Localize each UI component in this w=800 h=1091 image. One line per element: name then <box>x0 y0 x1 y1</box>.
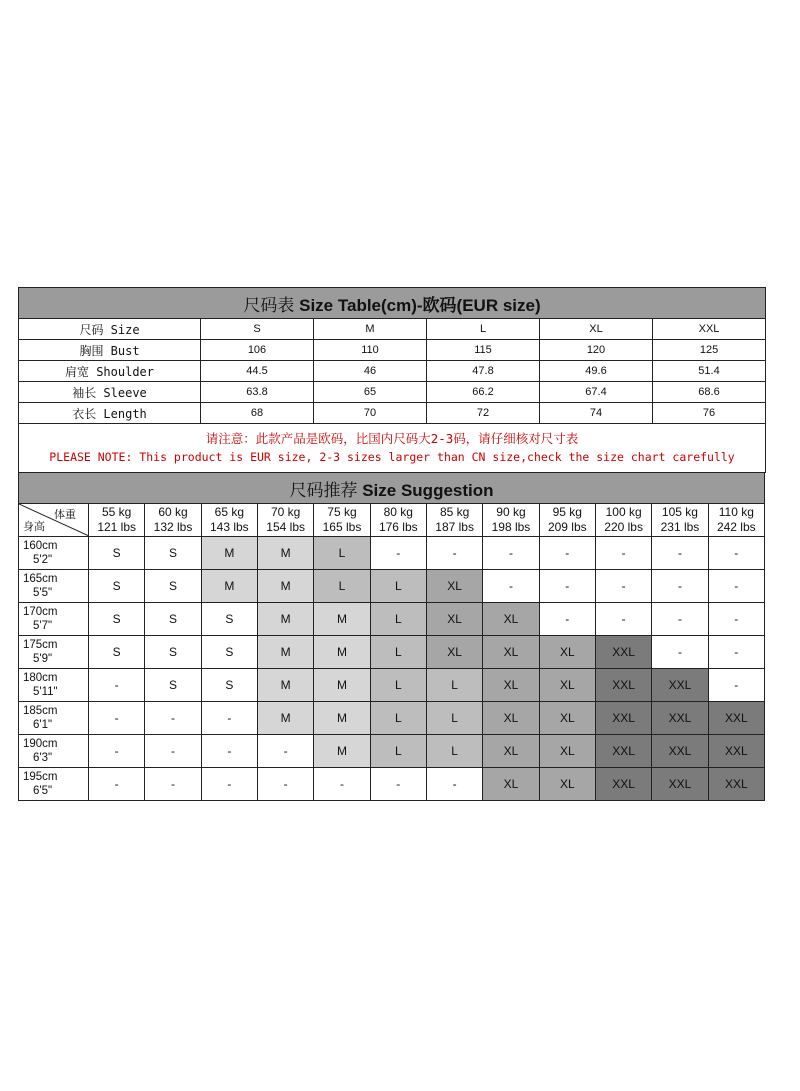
suggested-size-cell: - <box>426 537 482 570</box>
suggested-size-cell: XL <box>426 603 482 636</box>
measurement-value: 110 <box>314 340 427 361</box>
measurement-value: 51.4 <box>653 361 766 382</box>
suggested-size-cell: L <box>426 735 482 768</box>
suggested-size-cell: - <box>257 735 313 768</box>
suggested-size-cell: - <box>145 702 201 735</box>
height-cm: 175cm <box>23 639 58 651</box>
height-row <box>19 735 765 768</box>
measurement-value: 65 <box>314 382 427 403</box>
suggested-size-cell: - <box>145 768 201 801</box>
suggested-size-cell: XXL <box>595 702 651 735</box>
weight-lbs: 165 lbs <box>322 520 362 534</box>
weight-header-cell <box>145 504 201 537</box>
weight-kg: 75 kg <box>327 505 357 519</box>
height-ft: 6'1" <box>33 719 53 731</box>
suggested-size-cell: - <box>708 669 764 702</box>
suggested-size-cell: - <box>708 636 764 669</box>
measurement-value: 46 <box>314 361 427 382</box>
suggested-size-cell: S <box>201 669 257 702</box>
weight-kg: 105 kg <box>661 505 698 519</box>
height-ft: 5'2" <box>33 554 53 566</box>
weight-lbs: 132 lbs <box>153 520 193 534</box>
suggested-size-cell: - <box>595 603 651 636</box>
height-row <box>19 768 765 801</box>
weight-lbs: 220 lbs <box>604 520 643 534</box>
suggested-size-cell: - <box>708 537 764 570</box>
suggested-size-cell: M <box>257 570 313 603</box>
suggested-size-cell: M <box>257 669 313 702</box>
suggested-size-cell: XXL <box>652 768 708 801</box>
suggested-size-cell: L <box>370 603 426 636</box>
suggested-size-cell: XL <box>483 768 539 801</box>
suggested-size-cell: M <box>201 537 257 570</box>
suggested-size-cell: - <box>201 735 257 768</box>
height-ft: 5'9" <box>33 653 53 665</box>
weight-lbs: 143 lbs <box>209 520 249 534</box>
suggested-size-cell: - <box>201 768 257 801</box>
height-cm: 165cm <box>23 573 58 585</box>
suggested-size-cell: L <box>370 669 426 702</box>
suggested-size-cell: XL <box>539 669 595 702</box>
suggested-size-cell: XL <box>426 570 482 603</box>
suggested-size-cell: L <box>370 636 426 669</box>
suggested-size-cell: M <box>257 702 313 735</box>
suggested-size-cell: XL <box>483 603 539 636</box>
weight-header-row <box>19 504 765 537</box>
measurement-value: 68 <box>201 403 314 424</box>
size-suggestion-title-en: Size Suggestion <box>362 480 494 500</box>
suggested-size-cell: L <box>426 669 482 702</box>
size-suggestion-title <box>19 473 765 504</box>
suggested-size-cell: XXL <box>708 768 764 801</box>
measurement-value: 66.2 <box>427 382 540 403</box>
suggested-size-cell: M <box>314 603 370 636</box>
measurement-value: 115 <box>427 340 540 361</box>
weight-header-cell <box>708 504 764 537</box>
suggested-size-cell: XL <box>539 735 595 768</box>
suggested-size-cell: M <box>314 669 370 702</box>
weight-lbs: 154 lbs <box>266 520 305 534</box>
height-ft: 5'11" <box>33 686 58 698</box>
height-label-cell <box>19 603 89 636</box>
suggested-size-cell: - <box>314 768 370 801</box>
suggested-size-cell: M <box>257 603 313 636</box>
suggested-size-cell: S <box>145 537 201 570</box>
measurement-value: 120 <box>540 340 653 361</box>
weight-lbs: 198 lbs <box>491 520 531 534</box>
weight-header-cell <box>89 504 145 537</box>
height-label-cell <box>19 702 89 735</box>
suggested-size-cell: - <box>539 537 595 570</box>
suggested-size-cell: - <box>426 768 482 801</box>
weight-lbs: 209 lbs <box>547 520 587 534</box>
suggested-size-cell: - <box>652 570 708 603</box>
weight-header-cell <box>314 504 370 537</box>
height-row <box>19 702 765 735</box>
size-table <box>18 287 766 473</box>
height-row <box>19 570 765 603</box>
suggested-size-cell: S <box>89 537 145 570</box>
size-table-row <box>19 319 766 340</box>
height-row <box>19 537 765 570</box>
suggested-size-cell: - <box>89 735 145 768</box>
suggested-size-cell: XXL <box>708 735 764 768</box>
measurement-label: 肩宽 Shoulder <box>19 361 201 382</box>
suggested-size-cell: XXL <box>595 768 651 801</box>
weight-kg: 70 kg <box>270 505 301 519</box>
height-ft: 6'5" <box>33 785 53 797</box>
suggested-size-cell: XXL <box>595 636 651 669</box>
suggested-size-cell: - <box>89 768 145 801</box>
measurement-value: 49.6 <box>540 361 653 382</box>
weight-header-cell <box>370 504 426 537</box>
measurement-value: 72 <box>427 403 540 424</box>
suggested-size-cell: - <box>483 537 539 570</box>
weight-kg: 110 kg <box>718 505 754 519</box>
height-ft: 5'5" <box>33 587 53 599</box>
height-cm: 170cm <box>23 606 58 618</box>
suggested-size-cell: - <box>708 603 764 636</box>
height-label-cell <box>19 570 89 603</box>
suggested-size-cell: S <box>201 603 257 636</box>
weight-lbs: 242 lbs <box>716 520 756 534</box>
suggested-size-cell: M <box>201 570 257 603</box>
size-table-row <box>19 340 766 361</box>
suggested-size-cell: XXL <box>652 702 708 735</box>
suggested-size-cell: S <box>201 636 257 669</box>
suggested-size-cell: XL <box>539 702 595 735</box>
suggested-size-cell: XXL <box>595 669 651 702</box>
height-label-cell <box>19 636 89 669</box>
suggested-size-cell: M <box>257 537 313 570</box>
measurement-value: XL <box>540 319 653 340</box>
measurement-value: 106 <box>201 340 314 361</box>
weight-header-cell <box>426 504 482 537</box>
suggested-size-cell: XL <box>483 636 539 669</box>
measurement-value: 63.8 <box>201 382 314 403</box>
size-table-row <box>19 403 766 424</box>
weight-lbs: 187 lbs <box>435 520 474 534</box>
measurement-value: 70 <box>314 403 427 424</box>
suggested-size-cell: S <box>145 570 201 603</box>
suggested-size-cell: S <box>145 669 201 702</box>
corner-height-label: 身高 <box>23 521 45 533</box>
suggested-size-cell: - <box>708 570 764 603</box>
height-label-cell <box>19 537 89 570</box>
height-cm: 180cm <box>23 672 58 684</box>
suggested-size-cell: XXL <box>708 702 764 735</box>
height-ft: 5'7" <box>33 620 53 632</box>
measurement-value: S <box>201 319 314 340</box>
measurement-value: 76 <box>653 403 766 424</box>
measurement-label: 衣长 Length <box>19 403 201 424</box>
corner-weight-label: 体重 <box>54 509 76 521</box>
weight-header-cell <box>539 504 595 537</box>
height-label-cell <box>19 669 89 702</box>
measurement-label: 尺码 Size <box>19 319 201 340</box>
note-line-en: PLEASE NOTE: This product is EUR size, 2-3 sizes larger than CN size,check the size chart carefully <box>49 450 735 464</box>
suggested-size-cell: XL <box>539 768 595 801</box>
corner-cell <box>19 504 89 537</box>
suggested-size-cell: XL <box>483 702 539 735</box>
suggested-size-cell: S <box>145 603 201 636</box>
measurement-value: L <box>427 319 540 340</box>
suggested-size-cell: L <box>370 702 426 735</box>
suggested-size-cell: XL <box>483 669 539 702</box>
suggested-size-cell: - <box>539 570 595 603</box>
size-suggestion-body <box>19 537 765 801</box>
suggested-size-cell: L <box>314 570 370 603</box>
weight-kg: 60 kg <box>158 505 188 519</box>
suggested-size-cell: M <box>314 702 370 735</box>
weight-lbs: 121 lbs <box>97 520 137 534</box>
weight-kg: 100 kg <box>605 505 642 519</box>
size-chart-sheet <box>18 287 765 801</box>
measurement-value: 125 <box>653 340 766 361</box>
suggested-size-cell: - <box>145 735 201 768</box>
size-table-title <box>19 288 766 319</box>
suggested-size-cell: - <box>595 537 651 570</box>
suggested-size-cell: - <box>595 570 651 603</box>
suggested-size-cell: S <box>89 636 145 669</box>
weight-header-cell <box>652 504 708 537</box>
height-row <box>19 636 765 669</box>
suggested-size-cell: XL <box>539 636 595 669</box>
weight-header-cell <box>257 504 313 537</box>
weight-kg: 85 kg <box>439 505 470 519</box>
height-ft: 6'3" <box>33 752 53 764</box>
suggested-size-cell: XXL <box>652 669 708 702</box>
height-row <box>19 669 765 702</box>
weight-lbs: 231 lbs <box>660 520 700 534</box>
suggested-size-cell: XL <box>483 735 539 768</box>
weight-lbs: 176 lbs <box>378 520 418 534</box>
measurement-value: 44.5 <box>201 361 314 382</box>
suggested-size-cell: S <box>89 570 145 603</box>
suggested-size-cell: XL <box>426 636 482 669</box>
suggested-size-cell: - <box>483 570 539 603</box>
suggested-size-cell: S <box>145 636 201 669</box>
size-table-title-cn: 尺码表 <box>243 295 295 315</box>
suggested-size-cell: - <box>539 603 595 636</box>
size-suggestion-table <box>18 472 765 801</box>
suggested-size-cell: - <box>89 669 145 702</box>
measurement-value: 74 <box>540 403 653 424</box>
suggested-size-cell: XXL <box>595 735 651 768</box>
measurement-value: 67.4 <box>540 382 653 403</box>
eur-size-note <box>19 424 766 473</box>
weight-kg: 55 kg <box>101 505 132 519</box>
weight-kg: 65 kg <box>214 505 244 519</box>
suggested-size-cell: - <box>652 537 708 570</box>
suggested-size-cell: - <box>89 702 145 735</box>
suggested-size-cell: - <box>370 768 426 801</box>
height-label-cell <box>19 735 89 768</box>
size-table-body <box>19 319 766 424</box>
weight-header-cell <box>595 504 651 537</box>
size-table-title-en: Size Table(cm)-欧码(EUR size) <box>299 295 541 315</box>
height-cm: 190cm <box>23 738 58 750</box>
measurement-value: 47.8 <box>427 361 540 382</box>
measurement-label: 胸围 Bust <box>19 340 201 361</box>
suggested-size-cell: - <box>370 537 426 570</box>
suggested-size-cell: M <box>314 636 370 669</box>
size-table-row <box>19 382 766 403</box>
size-suggestion-title-cn: 尺码推荐 <box>289 480 358 500</box>
measurement-value: XXL <box>653 319 766 340</box>
height-row <box>19 603 765 636</box>
suggested-size-cell: L <box>426 702 482 735</box>
weight-kg: 90 kg <box>496 505 526 519</box>
suggested-size-cell: M <box>257 636 313 669</box>
suggested-size-cell: - <box>652 636 708 669</box>
suggested-size-cell: L <box>370 735 426 768</box>
measurement-label: 袖长 Sleeve <box>19 382 201 403</box>
suggested-size-cell: - <box>652 603 708 636</box>
height-label-cell <box>19 768 89 801</box>
suggested-size-cell: XXL <box>652 735 708 768</box>
weight-kg: 95 kg <box>552 505 582 519</box>
weight-kg: 80 kg <box>383 505 413 519</box>
suggested-size-cell: - <box>257 768 313 801</box>
weight-header-cell <box>483 504 539 537</box>
suggested-size-cell: - <box>201 702 257 735</box>
suggested-size-cell: L <box>370 570 426 603</box>
measurement-value: M <box>314 319 427 340</box>
note-line-cn: 请注意：此款产品是欧码，比国内尺码大2-3码，请仔细核对尺寸表 <box>205 431 579 446</box>
suggested-size-cell: L <box>314 537 370 570</box>
weight-header-cell <box>201 504 257 537</box>
suggested-size-cell: M <box>314 735 370 768</box>
measurement-value: 68.6 <box>653 382 766 403</box>
height-cm: 185cm <box>23 705 58 717</box>
height-cm: 160cm <box>23 540 58 552</box>
suggested-size-cell: S <box>89 603 145 636</box>
size-table-row <box>19 361 766 382</box>
height-cm: 195cm <box>23 771 58 783</box>
